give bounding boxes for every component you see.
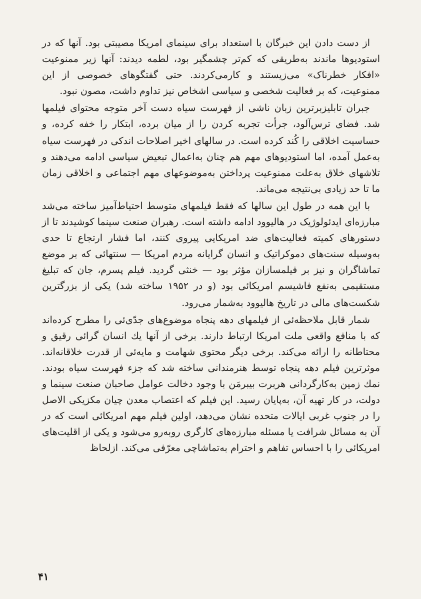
body-text <box>42 36 380 458</box>
page-number: ۴۱ <box>38 572 49 583</box>
paragraph-2: جبران تابلیزبرترین زبان ناشی از فهرست سیاه دست آخر متوجه محتوای فیلمها شد. فضای ترس‌آلود، جرأت تجربه کردن را از میان برده، ابتکار را خفه کرده، و حساسیت اخلاقی را کُند کرده است. در سالهای اخیر اصلاحات اندکی در فهرست سیاه به‌عمل آمده، اما استودیوهای مهم هم چنان به‌اعمال تبعیض سیاسی ادامه می‌دهند و تلاشهای خلاق به‌علت ممنوعیت پرداختن به‌موضوعهای مهم اجتماعی و اخلاقی زمان ما تا حد زیادی بی‌نتیجه می‌ماند. <box>42 103 380 195</box>
paragraph-3: با این همه در طول این سالها که فقط فیلمهای متوسط احتیاط‌آمیز ساخته می‌شد مبارزه‌ای ایدئولوژیک در هالیوود ادامه داشته است. رهبران صنعت سینما کوشیدند تا از دستورهای کمیته فعالیت‌های ضد امریکایی پیروی کنند، اما فشار ارتجاع تا حدی به‌وسیله سنت‌های دموکراتیک و انسان گرایانه مردم امریکا — سنتهائی که بر موضع تماشاگران و نیز بر فیلمسازان مؤثر بود — خنثی گردید. فیلم پسرم، جان که تبلیغ مستقیمی به‌نفع فاشیسم امریکائی بود (و در ۱۹۵۲ ساخته شد) یکی از بزرگترین شکست‌های مالی در تاریخ هالیوود به‌شمار می‌رود. <box>42 200 380 309</box>
paragraph-1: از دست دادن این خبرگان با استعداد برای سینمای امریکا مصیبتی بود. آنها که در استودیوها ماندند به‌طریقی که کم‌تر چشمگیر بود، لطمه دیدند: آنها زیر ممنوعیت «افکار خطرناک» می‌زیستند و کارمی‌کردند. حتی گفتگوهای خصوصی از این ممنوعیت، که بر فعالیت شخصی و سیاسی اشخاص نیز تداوم داشت، مصون نبود. <box>42 38 380 98</box>
paragraph-4: شمار قابل ملاحظه‌ئی از فیلمهای دهه پنجاه موضوع‌های جدّی‌ئی را مطرح کرده‌اند که با منافع واقعی ملت امریکا ارتباط دارند. برخی از آنها یك انسان گرائی رقیق و محتاطانه را ارائه می‌کند. برخی دیگر محتوی شهامت و مایه‌ئی از قدرت خلاقانه‌اند. موثرترین فیلم دهه پنجاه توسط هنرمندانی ساخته شد که جزء فهرست سیاه بودند. نمك زمین به‌کارگردانی هربرت بیبرمَن با وجود دخالت عوامل صاحبان صنعت سینما و دولت، در کار تهیه آن، به‌پایان رسید. این فیلم که اعتصاب معدن چیان مکزیکی الاصل را در جنوب غربی ایالات متحده نشان می‌دهد، اولین فیلم مهم امریکائی است که در آن به‌ مسائل شرافت یا مسئله مبارزه‌های کارگری روبه‌رو می‌شود و یکی از اقلیت‌های امریکائی را با احساس تفاهم و احترام به‌تماشاچی معرّفی می‌کند. ازلحاظ <box>42 314 380 455</box>
